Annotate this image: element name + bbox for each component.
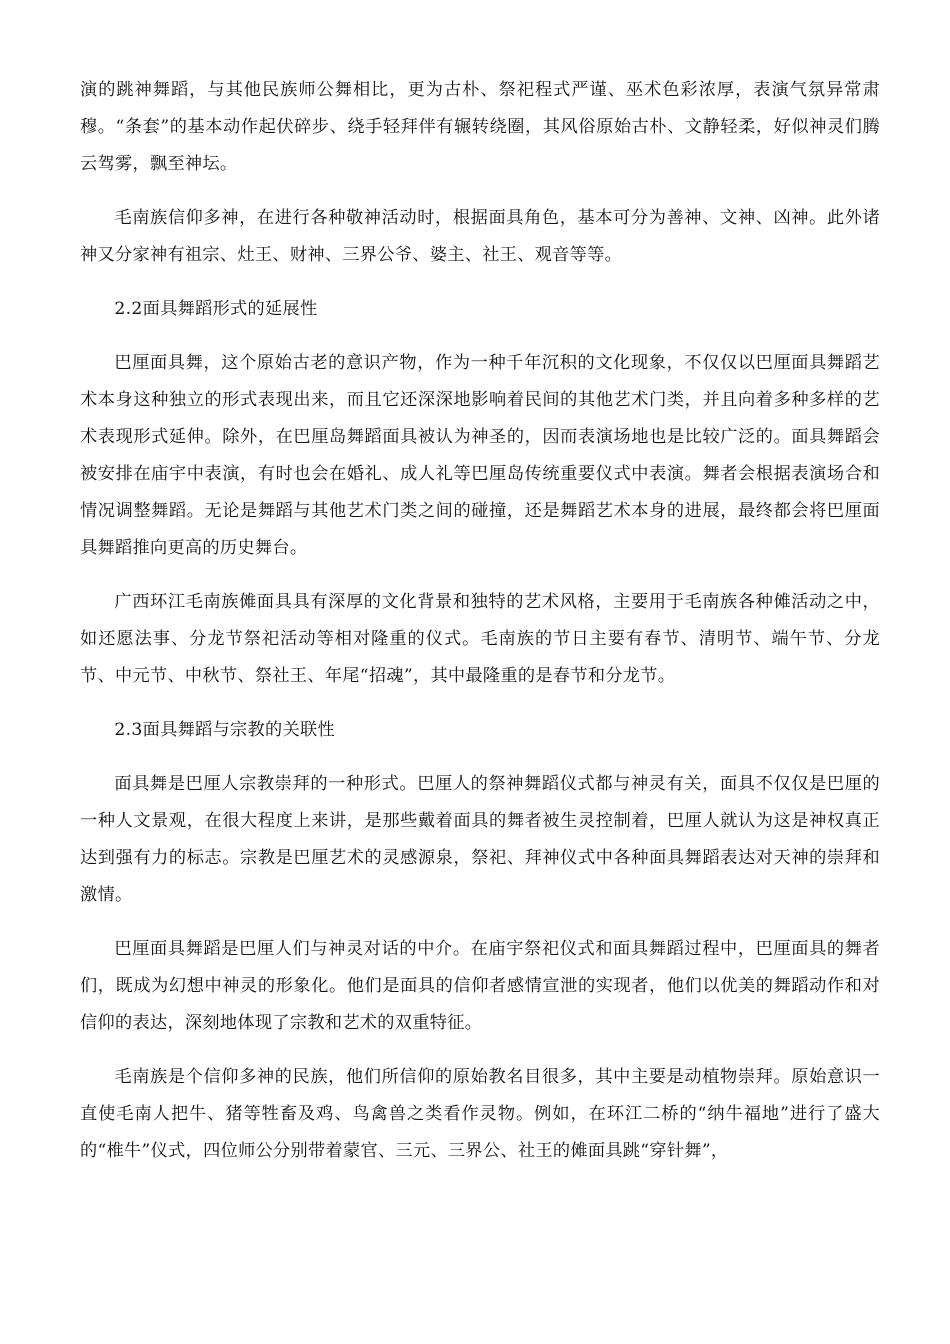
document-page: [80, 72, 880, 1170]
section-heading-2-2: 2.2面具舞蹈形式的延展性: [114, 299, 318, 319]
paragraph-maonan-polytheism: 毛南族是个信仰多神的民族，他们所信仰的原始教名目很多，其中主要是动植物崇拜。原始意识一直使毛南人把牛、猪等牲畜及鸡、鸟禽兽之类看作灵物。例如，在环江二桥的“纳牛福地”进行了盛大的“椎牛”仪式，四位师公分别带着蒙官、三元、三界公、社王的傩面具跳“穿针舞”，: [80, 1067, 880, 1161]
paragraph-continuation: 演的跳神舞蹈，与其他民族师公舞相比，更为古朴、祭祀程式严谨、巫术色彩浓厚，表演气氛异常肃穆。“条套”的基本动作起伏碎步、绕手轻拜伴有辗转绕圈，其风俗原始古朴、文静轻柔，好似神灵们腾云驾雾，飘至神坛。: [80, 80, 880, 174]
section-heading-2-3: 2.3面具舞蹈与宗教的关联性: [114, 720, 335, 740]
paragraph-guangxi-maonan-masks: 广西环江毛南族傩面具具有深厚的文化背景和独特的艺术风格，主要用于毛南族各种傩活动之中，如还愿法事、分龙节祭祀活动等相对隆重的仪式。毛南族的节日主要有春节、清明节、端午节、分龙节、中元节、中秋节、祭社王、年尾“招魂”，其中最隆重的是春节和分龙节。: [80, 592, 880, 686]
paragraph-maonan-gods: 毛南族信仰多神，在进行各种敬神活动时，根据面具角色，基本可分为善神、文神、凶神。此外诸神又分家神有祖宗、灶王、财神、三界公爷、婆主、社王、观音等等。: [80, 208, 880, 265]
paragraph-bali-mask-dance-extension: 巴厘面具舞，这个原始古老的意识产物，作为一种千年沉积的文化现象，不仅仅以巴厘面具舞蹈艺术本身这种独立的形式表现出来，而且它还深深地影响着民间的其他艺术门类，并且向着多种多样的艺术表现形式延伸。除外，在巴厘岛舞蹈面具被认为神圣的，因而表演场地也是比较广泛的。面具舞蹈会被安排在庙宇中表演，有时也会在婚礼、成人礼等巴厘岛传统重要仪式中表演。舞者会根据表演场合和情况调整舞蹈。无论是舞蹈与其他艺术门类之间的碰撞，还是舞蹈艺术本身的进展，最终都会将巴厘面具舞蹈推向更高的历史舞台。: [80, 353, 880, 558]
paragraph-mask-dance-religion: 面具舞是巴厘人宗教崇拜的一种形式。巴厘人的祭神舞蹈仪式都与神灵有关，面具不仅仅是巴厘的一种人文景观，在很大程度上来讲，是那些戴着面具的舞者被生灵控制着，巴厘人就认为这是神权真正达到强有力的标志。宗教是巴厘艺术的灵感源泉，祭祀、拜神仪式中各种面具舞蹈表达对天神的崇拜和激情。: [80, 774, 880, 905]
paragraph-mask-dance-medium: 巴厘面具舞蹈是巴厘人们与神灵对话的中介。在庙宇祭祀仪式和面具舞蹈过程中，巴厘面具的舞者们，既成为幻想中神灵的形象化。他们是面具的信仰者感情宣泄的实现者，他们以优美的舞蹈动作和对信仰的表达，深刻地体现了宗教和艺术的双重特征。: [80, 939, 880, 1033]
